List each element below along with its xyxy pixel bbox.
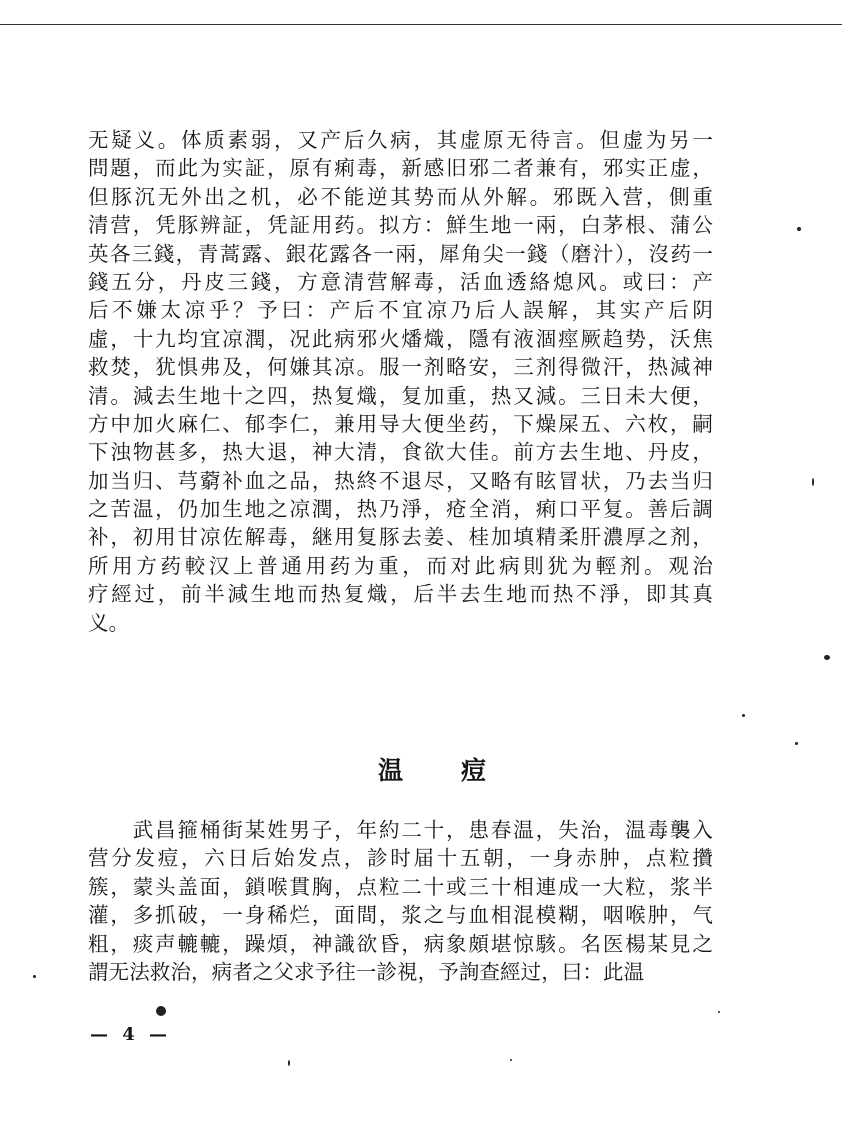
text-line: 虛，十九均宜凉潤，况此病邪火燔熾，隱有液涸痙厥趋势，沃焦	[88, 326, 713, 351]
scan-speck	[824, 655, 830, 660]
text-line: 英各三錢，青蒿露、銀花露各一兩，犀角尖一錢（磨汁），沒药一	[88, 241, 713, 266]
heading-char-2: 痘	[461, 756, 489, 785]
text-line: 疗經过，前半減生地而热复熾，后半去生地而热不淨，即其真	[88, 582, 713, 607]
scan-speck	[33, 975, 36, 978]
text-line: 粗，痰声轆轆，躁煩，神識欲昏，病象頗堪惊駭。名医楊某見之	[88, 931, 713, 956]
paragraph-case-discussion	[88, 126, 713, 637]
scan-speck	[156, 1006, 166, 1016]
text-line: 无疑义。体质素弱，又产后久病，其虚原无待言。但虚为另一	[88, 128, 713, 152]
text-line: 清营，凭豚辨証，凭証用药。拟方：鮮生地一兩，白茅根、蒲公	[88, 213, 713, 238]
scan-speck	[288, 1060, 290, 1066]
scan-speck	[510, 1059, 512, 1061]
scan-speck	[795, 742, 798, 745]
paragraph-warm-pox-case	[88, 816, 713, 986]
text-line: 所用方药較汉上普通用药为重，而对此病則犹为輕剂。观治	[88, 553, 713, 578]
text-line: 救焚，犹惧弗及，何嫌其凉。服一剂略安，三剂得微汗，热減神	[88, 355, 713, 380]
text-line: 清。減去生地十之四，热复熾，复加重，热又減。三日未大便，	[88, 383, 713, 408]
text-line: 之苦温，仍加生地之凉潤，热乃淨，疮全消，痢口平复。善后調	[88, 497, 713, 522]
text-line: 下浊物甚多，热大退，神大清，食欲大佳。前方去生地、丹皮，	[88, 440, 713, 465]
scan-speck	[718, 1011, 720, 1013]
text-line: 謂无法救治，病者之父求予往一診視，予詢查經过，曰：此温	[88, 959, 645, 984]
text-line: 方中加火麻仁、郁李仁，兼用导大便坐药，下燥屎五、六枚，嗣	[88, 411, 713, 436]
text-line: 后不嫌太凉乎？予曰：产后不宜凉乃后人誤解，其实产后阴	[88, 298, 713, 323]
page-number: — 4 —	[90, 1024, 172, 1045]
scan-speck	[797, 227, 801, 231]
heading-char-1: 温	[377, 756, 405, 785]
section-heading	[0, 756, 866, 786]
text-line: 簇，蒙头盖面，鎖喉貫胸，点粒二十或三十相連成一大粒，浆半	[88, 874, 713, 899]
text-line: 补，初用甘凉佐解毒，継用复豚去姜、桂加填精柔肝濃厚之剂，	[88, 525, 713, 550]
text-line: 錢五分，丹皮三錢，方意清营解毒，活血透絡熄风。或曰：产	[88, 269, 713, 294]
scan-speck	[812, 478, 814, 486]
text-line: 但豚沉无外出之机，必不能逆其势而从外解。邪既入营，側重	[88, 184, 713, 209]
text-line: 营分发痘，六日后始发点，診时届十五朝，一身赤肿，点粒攢	[88, 846, 713, 871]
text-line: 武昌箍桶街某姓男子，年約二十，患春温，失治，温毒襲入	[88, 818, 713, 842]
text-line: 义。	[88, 610, 130, 635]
scan-speck	[742, 714, 745, 717]
top-border-rule	[0, 24, 842, 25]
text-line: 問題，而此为实証，原有痢毒，新感旧邪二者兼有，邪实正虚，	[88, 156, 713, 181]
text-line: 加当归、芎藭补血之品，热終不退尽，又略有眩冒状，乃去当归	[88, 468, 713, 493]
text-line: 灌，多抓破，一身稀烂，面間，浆之与血相混模糊，咽喉肿，气	[88, 903, 713, 928]
